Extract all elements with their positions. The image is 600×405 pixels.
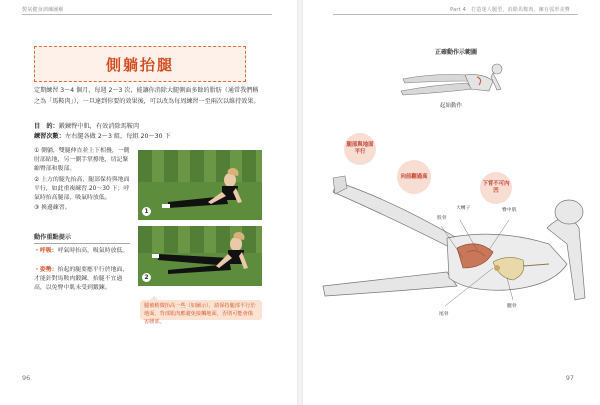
goal-line xyxy=(34,122,139,131)
header-rule-right xyxy=(333,14,578,15)
reps-label: 練習次數： xyxy=(34,133,65,140)
label-femur: 股骨 xyxy=(437,216,447,221)
label-greater-trochanter: 大轉子 xyxy=(456,206,471,211)
note-bubble-parallel: 腿部與地面平行 xyxy=(344,133,376,165)
tip-breathing-text: 呼氣時抬高，吸氣時放低。 xyxy=(57,248,129,254)
caption-correct-demo: 正確動作示範圖 xyxy=(435,49,478,56)
start-position-illustration xyxy=(393,55,513,99)
left-page xyxy=(0,0,297,405)
step-item: ③ 換邊練習。 xyxy=(34,205,71,212)
tip-posture-label: ・姿勢： xyxy=(34,267,58,273)
caption-start-position: 起始動作 xyxy=(440,103,463,109)
header-rule-left xyxy=(22,14,272,15)
photo-number-2: 2 xyxy=(142,273,151,282)
tip-posture xyxy=(34,266,134,293)
note-bubble-lower-back: 下背不可內凹 xyxy=(480,172,512,204)
label-gluteus-medius: 臀中肌 xyxy=(502,208,517,213)
tips-heading: 動作重點提示 xyxy=(34,232,130,244)
right-page xyxy=(303,0,600,405)
running-head-right: Part 4 打造迷人腿型，消除馬鞍肉，擁有弧形美臀 xyxy=(450,7,570,13)
tip-posture-text: 抬起的腿要應平行於地面，才能針對馬鞍肉鍛鍊，抬腿不宜過高，以免臀中肌未受到鍛鍊。 xyxy=(34,267,129,291)
exercise-photo-1 xyxy=(138,150,262,220)
person-figure-1 xyxy=(138,150,262,220)
step-item: ① 側躺，雙腿伸直並上下相疊，一側肘部貼地，另一側手掌撐地，切記緊縮臀部和腹部。 xyxy=(34,148,130,173)
label-coccyx: 尾骨 xyxy=(439,312,449,317)
tip-breathing xyxy=(34,247,134,256)
exercise-photo-2 xyxy=(138,226,262,286)
reps-line xyxy=(34,132,171,141)
steps-list xyxy=(34,147,134,214)
reps-text: 左右腿各做 2～3 組，每組 20～30 下 xyxy=(64,133,171,140)
running-head-left: 製氣健身訓練圖解 xyxy=(22,7,64,13)
photo-number-1: 1 xyxy=(142,207,151,216)
warning-note: 腿被稍微抬高一些（如圖示），請保持腿部平行於地面，背部肌肉應避免接觸地面，否則可能會傷害腰部。 xyxy=(140,300,262,320)
label-hip-bone: 髖骨 xyxy=(507,304,517,309)
exercise-title-box xyxy=(34,46,246,82)
person-figure-2 xyxy=(138,226,262,286)
step-item: ② 上方的腿先抬高，腿部保持與地面平行，如此重複練習 20～30 下；呼氣時抬高腿部，吸氣時放低。 xyxy=(34,176,130,202)
goal-text: 鍛鍊臀中肌，有效消除馬鞍肉 xyxy=(58,123,140,130)
exercise-title: 側躺抬腿 xyxy=(105,55,174,74)
goal-label: 目 的： xyxy=(34,123,59,130)
page-number-right: 97 xyxy=(565,374,574,382)
intro-paragraph: 定期練習 3～4 個月，每週 2～3 次，能讓你消除大腿側面多餘的脂肪（通常我們稱之為「馬鞍肉」），一旦達到你要的效果後，可以改為每周練習一至兩次以維持效果。 xyxy=(34,87,260,105)
anatomy-illustration xyxy=(317,168,592,318)
note-bubble-too-high: 向前翻過高 xyxy=(397,160,431,194)
page-number-left: 96 xyxy=(22,374,31,382)
tip-breathing-label: ・呼吸： xyxy=(34,248,58,254)
